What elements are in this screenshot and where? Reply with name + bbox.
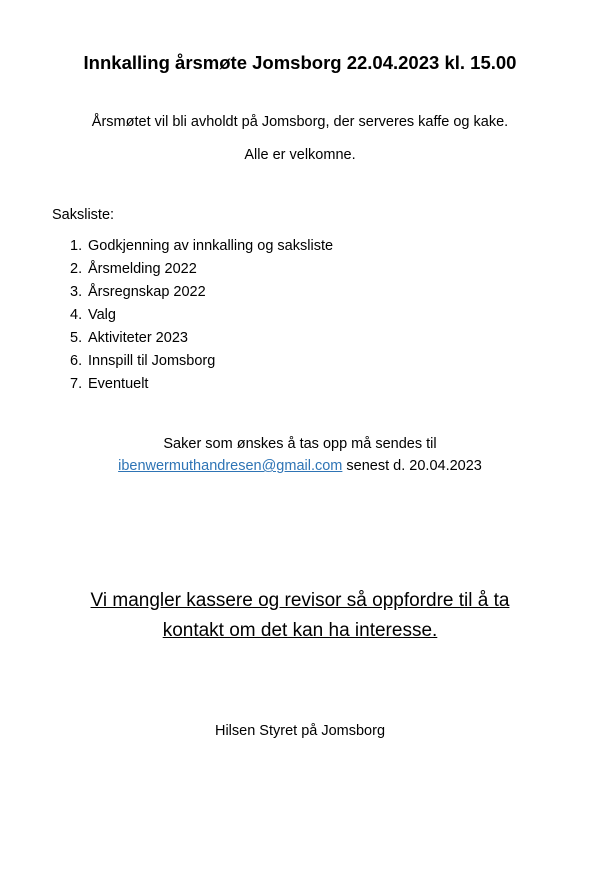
intro-text: Årsmøtet vil bli avholdt på Jomsborg, der serveres kaffe og kake. bbox=[91, 114, 509, 130]
list-item-text: Valg bbox=[88, 307, 116, 323]
submit-deadline: senest d. 20.04.2023 bbox=[342, 458, 482, 474]
list-item bbox=[70, 374, 333, 397]
welcome-text: Alle er velkomne. bbox=[244, 147, 356, 163]
email-link[interactable]: ibenwermuthandresen@gmail.com bbox=[118, 458, 343, 474]
agenda-list bbox=[70, 236, 333, 397]
list-item-number: 1. bbox=[70, 238, 83, 254]
list-item-text: Eventuelt bbox=[88, 376, 149, 392]
list-item bbox=[70, 328, 333, 351]
list-item bbox=[70, 282, 333, 305]
submit-instructions: Saker som ønskes å tas opp må sendes til bbox=[163, 436, 437, 452]
list-item bbox=[70, 351, 333, 374]
notice-line-2: kontakt om det kan ha interesse. bbox=[162, 620, 438, 641]
document-title: Innkalling årsmøte Jomsborg 22.04.2023 kl. 15.00 bbox=[83, 52, 517, 73]
recruitment-notice bbox=[0, 586, 600, 646]
list-item bbox=[70, 259, 333, 282]
notice-line-1: Vi mangler kassere og revisor så oppfordre til å ta bbox=[90, 590, 510, 611]
list-item-text: Aktiviteter 2023 bbox=[88, 330, 188, 346]
list-item-text: Innspill til Jomsborg bbox=[88, 353, 216, 369]
list-item-number: 2. bbox=[70, 261, 83, 277]
list-item-number: 7. bbox=[70, 376, 83, 392]
list-item-number: 3. bbox=[70, 284, 83, 300]
list-item-number: 6. bbox=[70, 353, 83, 369]
list-item-number: 5. bbox=[70, 330, 83, 346]
list-item bbox=[70, 236, 333, 259]
signoff: Hilsen Styret på Jomsborg bbox=[214, 723, 386, 739]
list-item-number: 4. bbox=[70, 307, 83, 323]
submit-details bbox=[0, 458, 600, 474]
list-item-text: Godkjenning av innkalling og saksliste bbox=[88, 238, 334, 254]
list-item-text: Årsmelding 2022 bbox=[88, 261, 197, 277]
list-item bbox=[70, 305, 333, 328]
agenda-label: Saksliste: bbox=[52, 207, 115, 223]
list-item-text: Årsregnskap 2022 bbox=[88, 284, 206, 300]
